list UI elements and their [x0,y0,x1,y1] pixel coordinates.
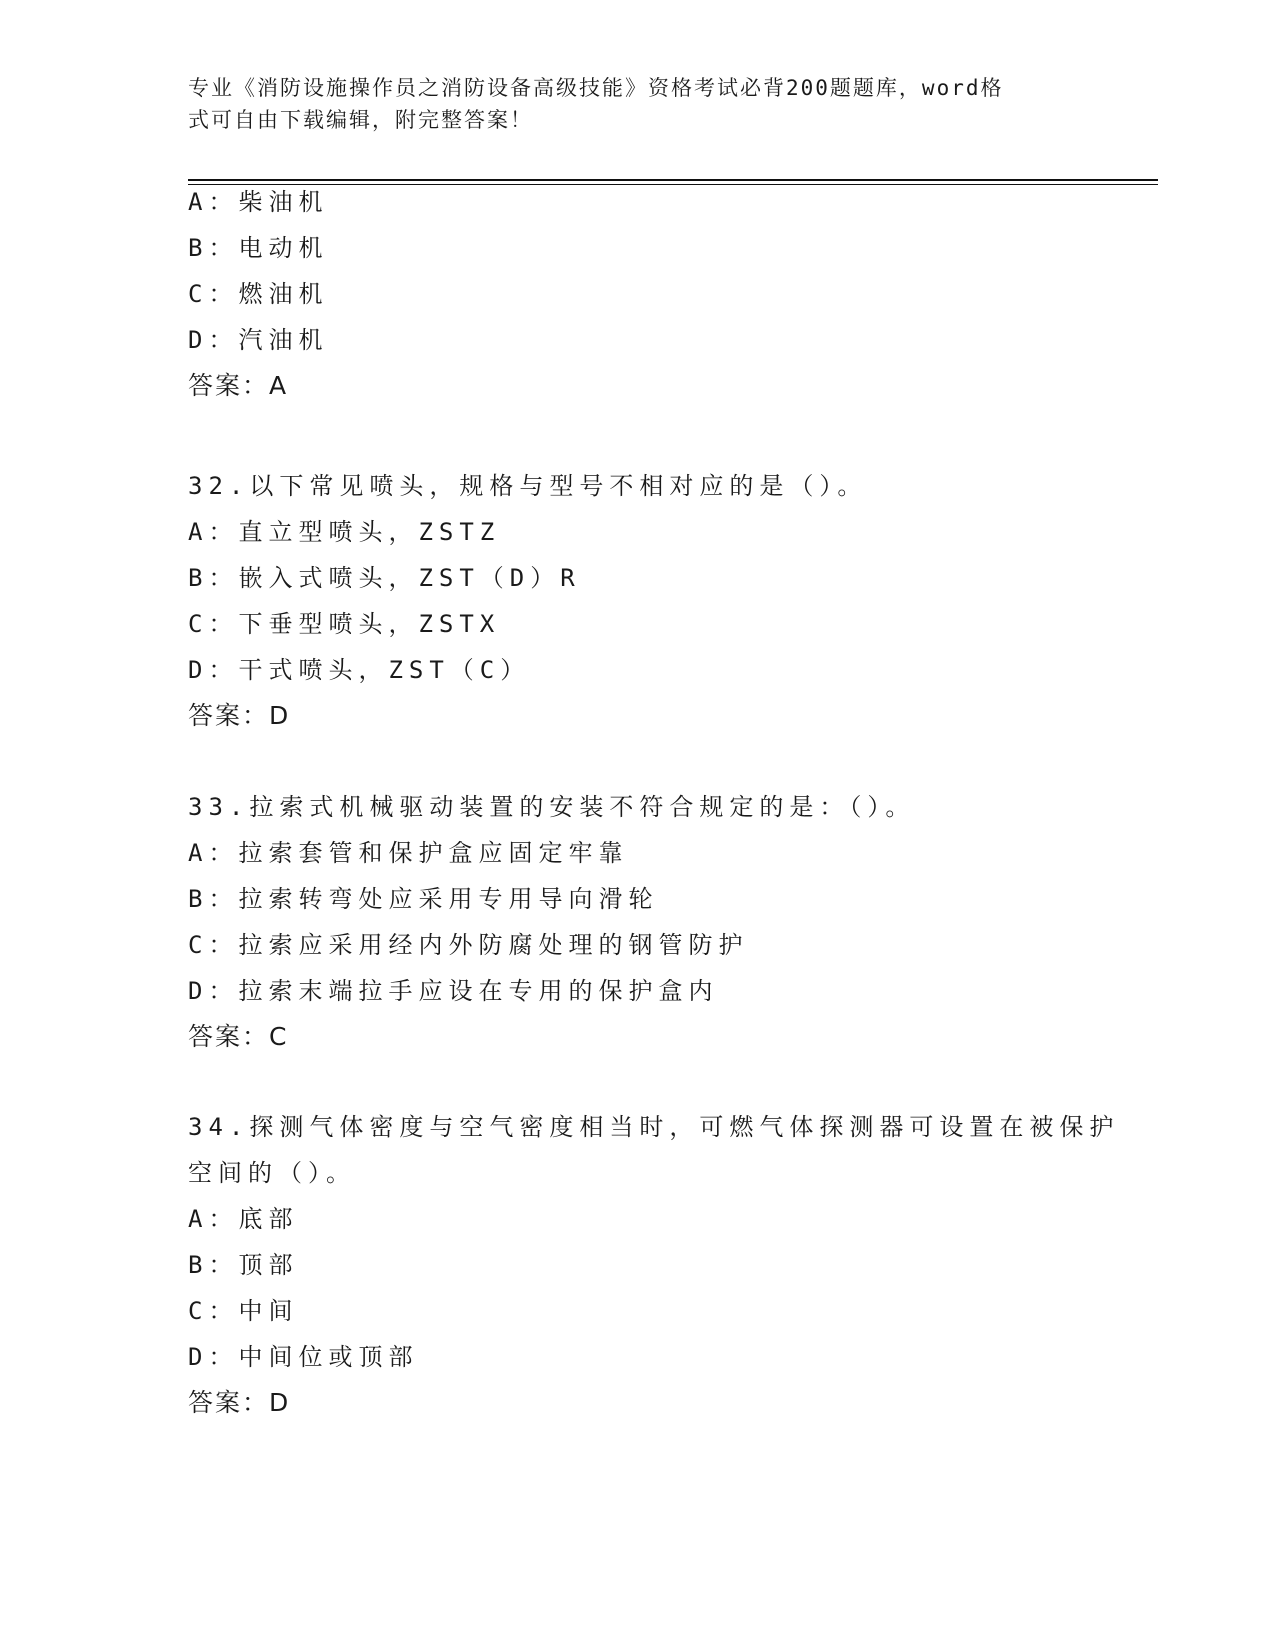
question-text: 32.以下常见喷头，规格与型号不相对应的是（）。 [188,472,868,500]
answer: 答案：D [188,701,291,730]
document-header [188,72,1088,136]
option-c: C：中间 [188,1297,299,1325]
option-c: C：燃油机 [188,280,329,308]
option-c: C：拉索应采用经内外防腐处理的钢管防护 [188,931,749,959]
option-b: B：顶部 [188,1251,299,1279]
question-32 [188,463,1108,739]
option-a: A：直立型喷头，ZSTZ [188,518,501,546]
question-33 [188,784,1108,1060]
option-d: D：拉索末端拉手应设在专用的保护盒内 [188,977,719,1005]
header-line-1: 专业《消防设施操作员之消防设备高级技能》资格考试必背200题题库，word格 [188,76,1004,100]
question-31 [188,179,1108,409]
option-a: A：柴油机 [188,188,329,216]
question-text-line-1: 34.探测气体密度与空气密度相当时，可燃气体探测器可设置在被保护 [188,1113,1120,1141]
option-a: A：拉索套管和保护盒应固定牢靠 [188,839,629,867]
question-text-line-2: 空间的（）。 [188,1159,356,1187]
answer: 答案：C [188,1022,289,1051]
option-b: B：电动机 [188,234,329,262]
option-b: B：嵌入式喷头，ZST（D）R [188,564,581,592]
header-line-2: 式可自由下载编辑，附完整答案！ [188,108,533,132]
option-a: A：底部 [188,1205,299,1233]
question-34 [188,1104,1120,1426]
option-d: D：中间位或顶部 [188,1343,419,1371]
option-d: D：干式喷头，ZST（C） [188,656,531,684]
answer: 答案：D [188,1388,291,1417]
answer: 答案：A [188,371,289,400]
option-b: B：拉索转弯处应采用专用导向滑轮 [188,885,659,913]
question-text: 33.拉索式机械驱动装置的安装不符合规定的是：（）。 [188,793,916,821]
option-c: C：下垂型喷头，ZSTX [188,610,501,638]
option-d: D：汽油机 [188,326,329,354]
